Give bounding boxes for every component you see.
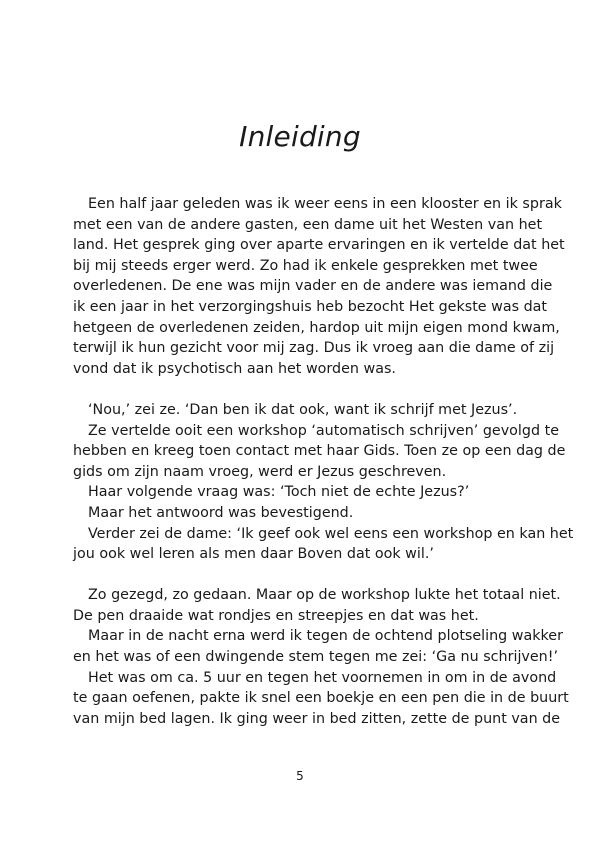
- text-line: gids om zijn naam vroeg, werd er Jezus geschreven.: [73, 463, 447, 480]
- text-line: land. Het gesprek ging over aparte ervaringen en ik vertelde dat het: [73, 237, 565, 254]
- paragraph-gap: [73, 379, 527, 400]
- text-line: hebben en kreeg toen contact met haar Gids. Toen ze op een dag de: [73, 443, 566, 460]
- text-line: Een half jaar geleden was ik weer eens in een klooster en ik sprak: [88, 196, 562, 212]
- page-number: 5: [296, 769, 304, 783]
- text-line: hetgeen de overledenen zeiden, hardop uit mijn eigen mond kwam,: [73, 319, 560, 336]
- text-line: met een van de andere gasten, een dame uit het Westen van het: [73, 216, 543, 233]
- text-line: Zo gezegd, zo gedaan. Maar op de workshop lukte het totaal niet.: [88, 587, 561, 604]
- text-line: Maar het antwoord was bevestigend.: [88, 504, 354, 521]
- paragraph-gap: [73, 565, 527, 586]
- text-line: te gaan oefenen, pakte ik snel een boekje en een pen die in de buurt: [73, 690, 569, 707]
- text-line: Maar in de nacht erna werd ik tegen de ochtend plotseling wakker: [88, 628, 563, 645]
- chapter-title: Inleiding: [239, 120, 361, 153]
- text-line: overledenen. De ene was mijn vader en de andere was iemand die: [73, 278, 553, 295]
- text-line: ik een jaar in het verzorgingshuis heb bezocht Het gekste was dat: [73, 298, 548, 315]
- text-line: vond dat ik psychotisch aan het worden was.: [73, 360, 396, 377]
- text-line: Haar volgende vraag was: ‘Toch niet de echte Jezus?’: [88, 484, 470, 501]
- text-line: Verder zei de dame: ‘Ik geef ook wel eens een workshop en kan het: [88, 525, 574, 542]
- text-line: ‘Nou,’ zei ze. ‘Dan ben ik dat ook, want ik schrijf met Jezus’.: [88, 401, 518, 418]
- text-line: De pen draaide wat rondjes en streepjes en dat was het.: [73, 607, 479, 624]
- text-line: Het was om ca. 5 uur en tegen het voornemen in om in de avond: [88, 669, 557, 686]
- text-line: jou ook wel leren als men daar Boven dat ook wil.’: [73, 546, 434, 563]
- text-line: Ze vertelde ooit een workshop ‘automatisch schrijven’ gevolgd te: [88, 422, 559, 439]
- text-line: van mijn bed lagen. Ik ging weer in bed zitten, zette de punt van de: [73, 710, 561, 727]
- text-line: bij mij steeds erger werd. Zo had ik enkele gesprekken met twee: [73, 257, 538, 274]
- text-line: terwijl ik hun gezicht voor mij zag. Dus ik vroeg aan die dame of zij: [73, 340, 555, 357]
- body-text: [73, 194, 574, 729]
- text-line: en het was of een dwingende stem tegen me zei: ‘Ga nu schrijven!’: [73, 649, 559, 666]
